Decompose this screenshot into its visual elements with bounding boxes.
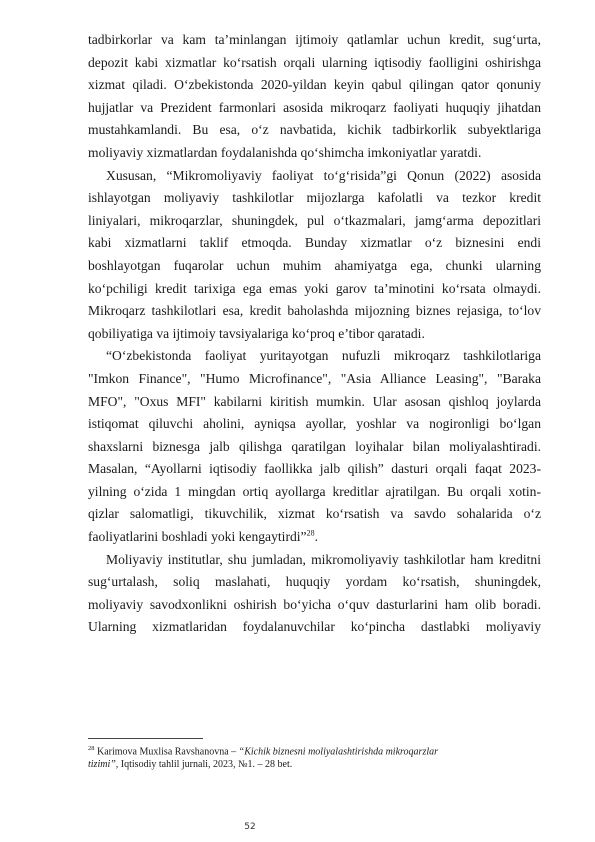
text-line: “O‘zbekistonda faoliyat yuritayotgan nufuzli mikroqarz tashkilotlariga: [106, 348, 541, 364]
text-line: tadbirkorlar va kam ta’minlangan ijtimoiy qatlamlar uchun kredit, sug‘urta,: [88, 32, 541, 47]
paragraph: [88, 549, 541, 639]
text-line: faoliyatlarini boshladi yoki kengaytirdi”$^{28}$.: [88, 528, 318, 545]
footnote-number: 28: [88, 745, 95, 752]
text-line: "Imkon Finance", "Humo Microfinance", "Asia Alliance Leasing", "Baraka: [88, 370, 541, 386]
text-line: Moliyaviy institutlar, shu jumladan, mikromoliyaviy tashkilotlar ham kreditni: [106, 551, 541, 567]
footnote-title: “Kichik biznesni moliyalashtirishda mikroqarzlar: [238, 746, 439, 758]
text-line: shaxslarni biznesga jalb qilishga qaratilgan loyihalar bilan moliyalashtiradi.: [88, 438, 541, 454]
footnote-title-cont: tizimi”: [88, 759, 116, 771]
text-line: sug‘urtalash, soliq maslahati, huquqiy yordam ko‘rsatish, shuningdek,: [88, 574, 541, 590]
text-line: hujjatlar va Prezident farmonlari asosida mikroqarz faoliyati huquqiy jihatdan: [88, 99, 541, 115]
footnote-author: Karimova Muxlisa Ravshanovna –: [97, 746, 239, 758]
footnote: [88, 742, 541, 771]
paragraph: [88, 345, 541, 548]
footnote-divider: [88, 738, 203, 739]
text-line: istiqomat qiluvchi aholini, ayniqsa ayollar, yoshlar va nogironligi bo‘lgan: [88, 416, 541, 432]
text-line: moliyaviy savodxonlikni oshirish bo‘yicha o‘quv dasturlarini ham olib boradi.: [88, 596, 541, 612]
text-line: liniyalari, mikroqarzlar, shuningdek, pul o‘tkazmalari, jamg‘arma depozitlari: [88, 212, 541, 228]
text-line: xizmat qiladi. O‘zbekistonda 2020-yildan keyin qabul qilingan qator qonuniy: [88, 77, 541, 93]
paragraph: [88, 29, 541, 165]
text-line: qobiliyatiga va ijtimoiy tavsiyalariga ko‘proq e’tibor qaratadi.: [88, 325, 425, 341]
text-line: ishlayotgan moliyaviy tashkilotlar mijozlarga kafolatli va tezkor kredit: [88, 190, 541, 206]
page-number: 52: [244, 822, 256, 832]
text-line: Masalan, “Ayollarni iqtisodiy faollikka jalb qilish” dasturi orqali faqat 2023-: [88, 461, 541, 477]
text-line: ko‘pchiligi kredit tarixiga ega emas yoki garov ta’minotini ko‘rsata olmaydi.: [88, 280, 541, 296]
footnote-source: , Iqtisodiy tahlil jurnali, 2023, №1. – 28 bet.: [115, 759, 293, 771]
footnote-reference[interactable]: 28: [306, 528, 315, 538]
text-line: MFO", "Oxus MFI" kabilarni kiritish mumkin. Ular asosan qishloq joylarda: [88, 393, 541, 409]
body-text: [88, 29, 541, 639]
paragraph: [88, 165, 541, 346]
text-line: boshlayotgan fuqarolar uchun muhim ahamiyatga ega, chunki ularning: [88, 257, 541, 273]
text-line: yilning o‘zida 1 mingdan ortiq ayollarga kreditlar ajratilgan. Bu orqali xotin-: [88, 483, 541, 499]
text-line: depozit kabi xizmatlar ko‘rsatish orqali ularning iqtisodiy faolligini oshirishga: [88, 54, 541, 70]
text-line: moliyaviy xizmatlardan foydalanishda qo‘shimcha imkoniyatlar yaratdi.: [88, 144, 482, 160]
text-line: Xususan, “Mikromoliyaviy faoliyat to‘g‘risida”gi Qonun (2022) asosida: [106, 167, 541, 183]
end-punctuation: .: [314, 529, 318, 545]
text-line: qizlar salomatligi, tikuvchilik, xizmat ko‘rsatish va savdo sohalarida o‘z: [88, 506, 541, 522]
text-line: mustahkamlandi. Bu esa, o‘z navbatida, kichik tadbirkorlik subyektlariga: [88, 122, 541, 138]
text-line: kabi xizmatlarni taklif etmoqda. Bunday xizmatlar o‘z biznesini endi: [88, 235, 541, 251]
text-line: Mikroqarz tashkilotlari esa, kredit baholashda mijozning biznes rejasiga, to‘lov: [88, 303, 541, 319]
text-line: Ularning xizmatlaridan foydalanuvchilar ko‘pincha dastlabki moliyaviy: [88, 619, 541, 635]
